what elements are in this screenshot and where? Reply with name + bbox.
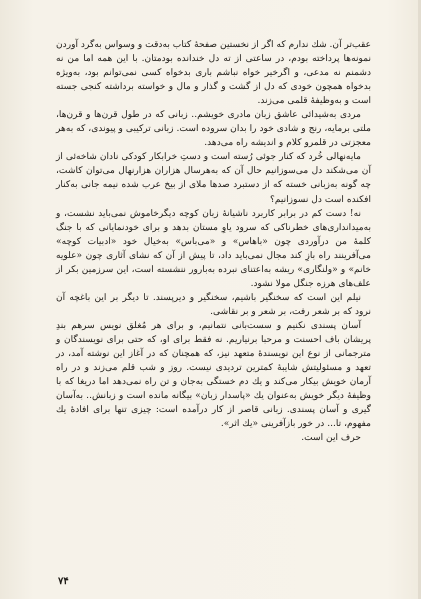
- paragraph-2: مردی به‌شیدائی عاشق زبان مادری خویشم.. زبانی كه در طول قرن‌ها و قرن‌ها، ملتی برمایه، رنج و شادی خود را بدان سروده است. زبانی تركیبی و پیوندی، كه به‌هر معجزتی در قلمرو كلام و اندیشه راه می‌دهد.: [56, 110, 371, 149]
- body-text: [56, 38, 371, 445]
- paragraph-4: نه! دست كم در برابر كاربرد ناشیانهٔ زبان كوچه دیگرخاموش نمی‌باید نشست، و به‌میدانداری‌های خطرناكی كه سرود یاوِ مستان بدهد و برای خودنمایانی كه با جنگ كلمهٔ من درآوردی چون «باهاس» و «می‌باس» به‌خیال خود «ادبیات كوچه» می‌آفرینند راه بازِ كند مجال نمی‌باید داد، تا پیش از آن كه نشای آثاری چون «علویه خانم» و «ولنگاری» ریشه به‌اعتنای نبرده به‌بارور ننشسته است، این سرزمین بكر از علف‌های هرزه جنگل مولا نشود.: [56, 208, 371, 289]
- paragraph-1: عقب‌تر آن. شك ندارم كه اگر از نخستین صفحهٔ كتاب به‌دقت و وسواس به‌گرد آوردن نمونه‌ها پرداخته بودم، در ساعتی از ته دل خندانده بودمتان. با این همه اما من نه دشمنم نه مدعی، و اگرخیر خواه نباشم باری بدخواه كسی نمی‌توانم بود، به‌ویژه بدخواه همچون خودی كه دل از گشت و گذار و مال و خواسته برداشته كنجی جسته است و به‌وظیفهٔ قلمی می‌زند.: [56, 40, 371, 107]
- paragraph-6: آسان پسندی نكنیم و سست‌بانی نتمانیم، و برای هر مُغلق نویس سرهم بندِ پریشان باف احسنت و مرحبا برنیاریم. نه فقط برای او، كه حتی برای نویسندگان و مترجمانی از نوع این نویسندهٔ متعهد نیز، كه همچنان كه در آغاز این نوشته آمد، در تعهد و مسئولیتش شایبهٔ كمترین تردیدی نیست. روز و شب قلم می‌زند و در راه آرمان خویش بیكار می‌كند و یك دم خستگی به‌جان و تن راه نمی‌دهد اما دریغا كه با وظیفهٔ دیگر خویش به‌عنوان یك «پاسدار زبان» بیگانه مانده است و زبانش.. به‌آسان گیری و آسان پسندی. زبانی قاصر از كار درآمده است: چیزی تنها برای افادهٔ یك مفهوم، تا... در خور بازآفرینی «یك اثر».: [56, 320, 371, 430]
- paragraph-3: مایه‌نهالی خُرد كه كنار جوئی رُسته است و دستِ خرابكار كودكی نادان شاخه‌ئی از آن می‌شكند دل می‌سوزانیم حال آن كه به‌هرسال هزاران هزارنهال می‌توان كاشت، چه گونه به‌زبانی خسته كه از دستبرد صدها ملای از بیخ عرب شده نیمه جانی به‌كنار افكنده است دل نسوزانیم؟: [56, 152, 371, 205]
- page-number: ۷۴: [58, 576, 69, 587]
- paragraph-7: حرف این است.: [301, 433, 361, 444]
- paragraph-5: نیلم این است كه سخنگیر باشیم، سخنگیر و دیرپسند. تا دیگر بر این باغچه آن نرود كه بر شعر رفت، بر شعر و بر نقاشی.: [56, 292, 371, 317]
